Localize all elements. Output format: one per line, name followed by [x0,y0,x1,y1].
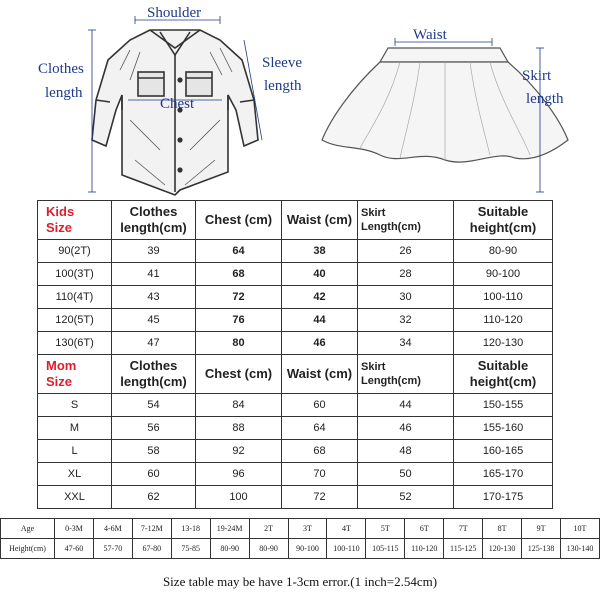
age-label: Age [1,519,55,539]
chest-header: Chest (cm) [196,355,282,394]
table-row: L 58 92 68 48 160-165 [38,440,553,463]
height-row: Height(cm) 47-60 57-70 67-80 75-85 80-90 80-90 90-100 100-110 105-115 110-120 115-125 120-130 125-138 130-140 [1,539,600,559]
table-row: 120(5T) 45 76 44 32 110-120 [38,309,553,332]
height-label: Height(cm) [1,539,55,559]
mom-header-row [38,355,553,394]
skirt-length-label-line1: Skirt [522,68,552,84]
table-row: XXL 62 100 72 52 170-175 [38,486,553,509]
table-row: XL 60 96 70 50 165-170 [38,463,553,486]
sleeve-length-label-line2: length [264,78,302,94]
mom-size-header: Mom Size [38,355,112,394]
clothes-length-header: Clothes length(cm) [112,201,196,240]
table-row: M 56 88 64 46 155-160 [38,417,553,440]
skirt-length-label-line2: length [526,91,564,107]
age-height-table [0,518,600,559]
clothes-length-label-line1: Clothes [38,61,84,77]
table-row: 100(3T) 41 68 40 28 90-100 [38,263,553,286]
clothes-length-label-line2: length [45,85,83,101]
waist-header: Waist (cm) [282,355,358,394]
waist-label: Waist [413,27,447,43]
age-row: Age 0-3M 4-6M 7-12M 13-18 19-24M 2T 3T 4T 5T 6T 7T 8T 9T 10T [1,519,600,539]
suitable-height-header: Suitable height(cm) [454,201,553,240]
sleeve-length-label-line1: Sleeve [262,55,302,71]
size-table [37,200,553,509]
size-error-note: Size table may be have 1-3cm error.(1 inch=2.54cm) [162,574,438,589]
chest-header: Chest (cm) [196,201,282,240]
table-row: 110(4T) 43 72 42 30 100-110 [38,286,553,309]
skirt-length-header: Skirt Length(cm) [358,201,454,240]
kids-size-header: Kids Size [38,201,112,240]
kids-header-row [38,201,553,240]
table-row: 90(2T) 39 64 38 26 80-90 [38,240,553,263]
table-row: 130(6T) 47 80 46 34 120-130 [38,332,553,355]
skirt-length-header: Skirt Length(cm) [358,355,454,394]
clothes-length-header: Clothes length(cm) [112,355,196,394]
table-row: S 54 84 60 44 150-155 [38,394,553,417]
shoulder-label: Shoulder [147,5,202,21]
chest-label: Chest [160,96,195,112]
suitable-height-header: Suitable height(cm) [454,355,553,394]
illustration-area [0,0,600,200]
waist-header: Waist (cm) [282,201,358,240]
